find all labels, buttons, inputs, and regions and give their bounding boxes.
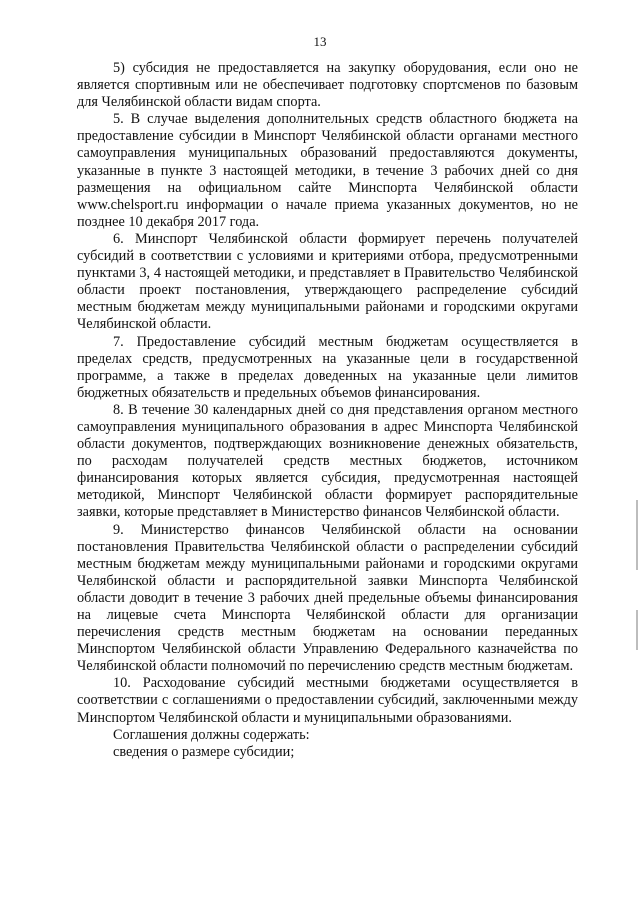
- scan-edge-mark: [636, 500, 638, 570]
- paragraph-subsidy-equipment: 5) субсидия не предоставляется на закупку оборудования, если оно не является спортивным или не обеспечивает подготовку спортсменов по базовым для Челябинской области видам спорта.: [77, 60, 578, 111]
- paragraph-subsidy-amount: сведения о размере субсидии;: [113, 743, 295, 760]
- paragraph-6-recipients-list: 6. Минспорт Челябинской области формирует перечень получателей субсидий в соответствии с условиями и критериями отбора, предусмотренными пунктами 3, 4 настоящей методики, и представляет в Правительство Челябинской области проект постановления, утверждающего распределение субсидий местным бюджетам между муниципальными районами и городскими округами Челябинской области.: [77, 230, 578, 333]
- paragraph-5-additional-funds: 5. В случае выделения дополнительных средств областного бюджета на предоставление субсидии в Минспорт Челябинской области органами местного самоуправления муниципальных образований предоставляются документы, указанные в пункте 3 настоящей методики, в течение 3 рабочих дней со дня размещения на официальном сайте Минспорта Челябинской области www.chelsport.ru информации о начале приема указанных документов, но не позднее 10 декабря 2017 года.: [77, 111, 578, 230]
- scan-edge-mark: [636, 610, 638, 650]
- document-body: [77, 60, 578, 761]
- paragraph-8-payment-requests: 8. В течение 30 календарных дней со дня представления органом местного самоуправления муниципального образования в адрес Минспорта Челябинской области документов, подтверждающих возникновение денежных обязательств, по расходам получателей средств местных бюджетов, источником финансирования которых является субсидия, предусмотренная настоящей методикой, Минспорт Челябинской области формирует распорядительные заявки, которые представляет в Министерство финансов Челябинской области.: [77, 401, 578, 521]
- paragraph-9-finance-ministry: 9. Министерство финансов Челябинской области на основании постановления Правительства Челябинской области о распределении субсидий местным бюджетам между муниципальными районами и городскими округами Челябинской области и распорядительной заявки Минспорта Челябинской области доводит в течение 3 рабочих дней предельные объемы финансирования на лицевые счета Минспорта Челябинской области для организации перечисления средств местным бюджетам на основании переданных Минспортом Челябинской области Управлению Федерального казначейства по Челябинской области полномочий по перечислению средств местным бюджетам.: [77, 521, 578, 675]
- paragraph-agreements-content: Соглашения должны содержать:: [113, 726, 310, 743]
- page-number: 13: [313, 34, 327, 49]
- paragraph-10-subsidy-spending: 10. Расходование субсидий местными бюджетами осуществляется в соответствии с соглашениями о предоставлении субсидий, заключенными между Минспортом Челябинской области и муниципальными образованиями.: [77, 675, 578, 726]
- paragraph-7-subsidy-provision: 7. Предоставление субсидий местным бюджетам осуществляется в пределах средств, предусмотренных на указанные цели в государственной программе, а также в пределах доведенных на указанные цели лимитов бюджетных обязательств и предельных объемов финансирования.: [77, 333, 578, 401]
